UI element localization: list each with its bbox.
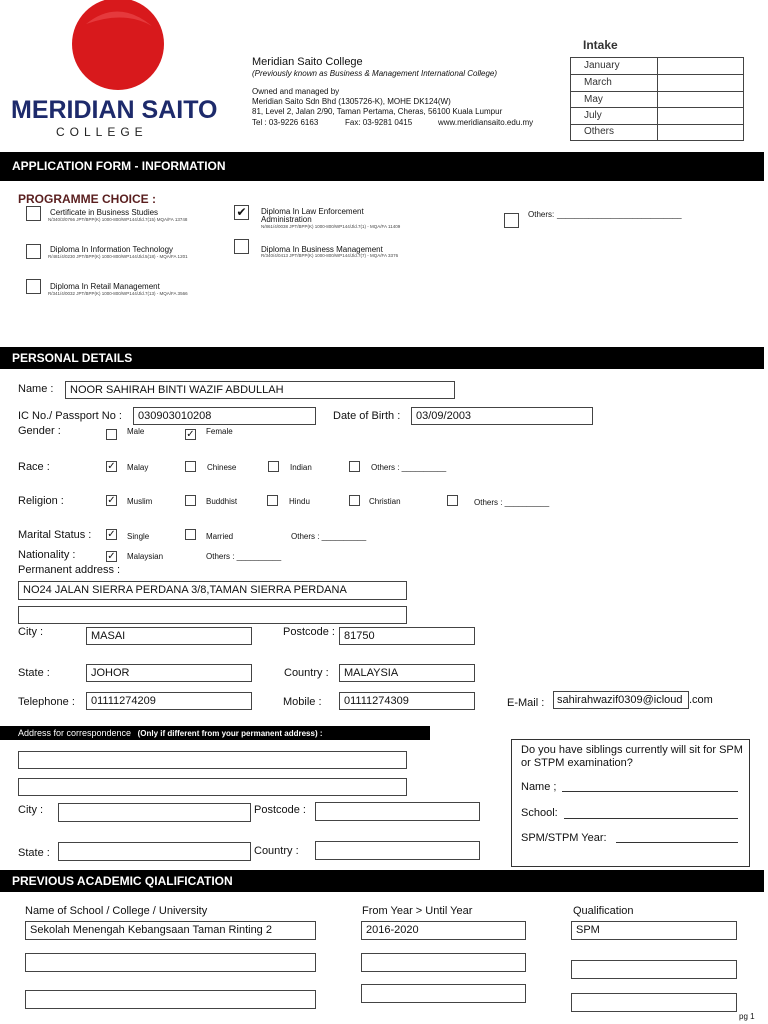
postcode-label: Postcode :: [283, 626, 335, 638]
corr-address-line-2[interactable]: [18, 778, 407, 796]
nationality-checkbox-checked[interactable]: ✓: [107, 551, 116, 562]
intake-month[interactable]: Others: [584, 126, 615, 137]
address-line-2[interactable]: [18, 606, 407, 624]
programme-checkbox-checked[interactable]: ✔: [234, 205, 249, 220]
programme-code: R/341/4/0032 JPT/BPP(K) 1000-800/WP144/Jld.7(13) - MQA/FA 3566: [48, 291, 188, 296]
academic-qual-field[interactable]: SPM: [571, 921, 737, 940]
logo-name: MERIDIAN SAITO: [11, 96, 218, 124]
programme-name: Diploma In Business Management: [261, 245, 383, 254]
corr-city-field[interactable]: [58, 803, 251, 822]
programme-code: R/340/4/0413 JPT/BPP(K) 1000-800/WP144/Jld.7(7) - MQA/FA 3376: [261, 253, 399, 258]
religion-option: Others : __________: [474, 498, 550, 507]
corr-city-label: City :: [18, 804, 44, 816]
correspondence-title: Address for correspondence: [18, 728, 132, 738]
siblings-box: [511, 739, 750, 867]
corr-state-label: State :: [18, 847, 50, 859]
marital-checkbox-checked[interactable]: ✓: [107, 529, 116, 540]
race-checkbox[interactable]: [349, 461, 360, 472]
religion-checkbox[interactable]: [267, 495, 278, 506]
permanent-address-label: Permanent address :: [18, 564, 121, 576]
name-label: Name :: [18, 383, 54, 395]
section-application: APPLICATION FORM - INFORMATION: [0, 152, 764, 181]
corr-address-line-1[interactable]: [18, 751, 407, 769]
mobile-field[interactable]: 01111274309: [339, 692, 475, 710]
programme-checkbox[interactable]: [234, 239, 249, 254]
mobile-label: Mobile :: [283, 696, 322, 708]
postcode-field[interactable]: 81750: [339, 627, 475, 645]
telephone-field[interactable]: 01111274209: [86, 692, 252, 710]
intake-month[interactable]: July: [584, 110, 602, 121]
academic-school-field[interactable]: [25, 953, 316, 972]
programme-name: Diploma In Retail Management: [50, 282, 160, 291]
programme-name: Administration: [261, 215, 312, 224]
religion-option: Hindu: [289, 497, 310, 506]
siblings-question: Do you have siblings currently will sit for SPM or STPM examination?: [521, 744, 743, 769]
race-option: Others : __________: [371, 463, 447, 472]
section-personal: PERSONAL DETAILS: [0, 347, 764, 369]
email-suffix: .com: [689, 694, 713, 706]
country-field[interactable]: MALAYSIA: [339, 664, 475, 682]
religion-option: Christian: [369, 497, 401, 506]
programme-name: Diploma In Law Enforcement: [261, 207, 364, 216]
siblings-school-label: School:: [521, 807, 558, 819]
college-previously: (Previously known as Business & Management International College): [252, 69, 498, 78]
race-checkbox[interactable]: [185, 461, 196, 472]
programme-checkbox[interactable]: [26, 279, 41, 294]
marital-option: Married: [206, 532, 234, 541]
programme-title: PROGRAMME CHOICE :: [18, 192, 156, 206]
intake-month[interactable]: January: [584, 60, 620, 71]
programme-others-line[interactable]: ____________________________: [557, 210, 682, 219]
programme-code: N/340/3/0766 JPT/BPP(K) 1000-800/WP144/Jld.7(15) MQA/FA 13748: [48, 217, 188, 222]
programme-others-label: Others:: [528, 210, 555, 219]
religion-label: Religion :: [18, 495, 64, 507]
intake-table: [570, 57, 744, 141]
siblings-name-label: Name ;: [521, 781, 557, 793]
gender-checkbox[interactable]: [106, 429, 117, 440]
corr-country-label: Country :: [254, 845, 299, 857]
academic-qual-field[interactable]: [571, 960, 737, 979]
corr-postcode-label: Postcode :: [254, 804, 306, 816]
corr-country-field[interactable]: [315, 841, 480, 860]
religion-option: Muslim: [127, 497, 153, 506]
dob-label: Date of Birth :: [333, 410, 401, 422]
siblings-name-line[interactable]: [562, 791, 738, 792]
section-correspondence: [0, 726, 430, 740]
race-option: Malay: [127, 463, 149, 472]
intake-title: Intake: [583, 38, 618, 52]
country-label: Country :: [284, 667, 329, 679]
dob-field[interactable]: 03/09/2003: [411, 407, 593, 425]
programme-name: Certificate in Business Studies: [50, 208, 159, 217]
college-address: 81, Level 2, Jalan 2/90, Taman Pertama, Cheras, 56100 Kuala Lumpur: [252, 107, 503, 116]
college-website[interactable]: www.meridiansaito.edu.my: [438, 118, 534, 127]
state-label: State :: [18, 667, 50, 679]
col-year-header: From Year > Until Year: [362, 905, 473, 917]
email-label: E-Mail :: [507, 697, 545, 709]
siblings-year-label: SPM/STPM Year:: [521, 832, 607, 844]
gender-label: Gender :: [18, 425, 61, 437]
religion-checkbox-checked[interactable]: ✓: [107, 495, 116, 506]
academic-year-field[interactable]: 2016-2020: [361, 921, 526, 940]
race-checkbox-checked[interactable]: ✓: [107, 461, 116, 472]
nationality-option[interactable]: Others : __________: [206, 552, 282, 561]
email-field[interactable]: sahirahwazif0309@icloud: [553, 691, 689, 709]
correspondence-note: (Only if different from your permanent address) :: [137, 729, 323, 738]
academic-school-field[interactable]: [25, 990, 316, 1009]
city-field[interactable]: MASAI: [86, 627, 252, 645]
programme-name: Diploma In Information Technology: [50, 245, 174, 254]
ic-field[interactable]: 030903010208: [133, 407, 316, 425]
programme-checkbox[interactable]: [504, 213, 519, 228]
state-field[interactable]: JOHOR: [86, 664, 252, 682]
city-label: City :: [18, 626, 44, 638]
gender-option: Male: [127, 427, 145, 436]
intake-month[interactable]: March: [584, 77, 612, 88]
race-option: Chinese: [207, 463, 237, 472]
race-label: Race :: [18, 461, 50, 473]
academic-year-field[interactable]: [361, 953, 526, 972]
page-number: pg 1: [739, 1012, 755, 1021]
college-fax: Fax: 03-9281 0415: [345, 118, 413, 127]
programme-checkbox[interactable]: [26, 206, 41, 221]
marital-label: Marital Status :: [18, 529, 92, 541]
marital-checkbox[interactable]: [185, 529, 196, 540]
marital-option: Single: [127, 532, 150, 541]
company: Meridian Saito Sdn Bhd (1305726-K), MOHE DK124(W): [252, 97, 451, 106]
programme-code: R/481/4/0230 JPT/BPP(K) 1000-800/WP144/Jld.5(18) - MQA/FA 1201: [48, 254, 188, 259]
name-field[interactable]: NOOR SAHIRAH BINTI WAZIF ABDULLAH: [65, 381, 455, 399]
siblings-school-line[interactable]: [564, 818, 738, 819]
address-line-1[interactable]: NO24 JALAN SIERRA PERDANA 3/8,TAMAN SIERRA PERDANA: [18, 581, 407, 600]
academic-school-field[interactable]: Sekolah Menengah Kebangsaan Taman Rinting 2: [25, 921, 316, 940]
col-qual-header: Qualification: [573, 905, 634, 917]
religion-option: Buddhist: [206, 497, 238, 506]
programme-code: N/861/4/0038 JPT/BPP(K) 1000-800/WP144/Jld.7(1) - MQA/FA 11409: [261, 224, 401, 229]
gender-option: Female: [206, 427, 233, 436]
section-academic: PREVIOUS ACADEMIC QIALIFICATION: [0, 870, 764, 892]
telephone-label: Telephone :: [18, 696, 75, 708]
religion-checkbox[interactable]: [349, 495, 360, 506]
religion-checkbox[interactable]: [447, 495, 458, 506]
race-option: Indian: [290, 463, 312, 472]
siblings-year-line[interactable]: [616, 842, 738, 843]
ic-label: IC No./ Passport No :: [18, 410, 122, 422]
nationality-option: Malaysian: [127, 552, 164, 561]
gender-checkbox-checked[interactable]: ✓: [186, 429, 195, 440]
marital-option[interactable]: Others : __________: [291, 532, 367, 541]
academic-year-field[interactable]: [361, 984, 526, 1003]
nationality-label: Nationality :: [18, 549, 76, 561]
intake-month[interactable]: May: [584, 94, 603, 105]
corr-state-field[interactable]: [58, 842, 251, 861]
owned-by: Owned and managed by: [252, 87, 340, 96]
col-school-header: Name of School / College / University: [25, 905, 208, 917]
programme-checkbox[interactable]: [26, 244, 41, 259]
race-checkbox[interactable]: [268, 461, 279, 472]
religion-checkbox[interactable]: [185, 495, 196, 506]
academic-qual-field[interactable]: [571, 993, 737, 1012]
logo-sub: COLLEGE: [56, 125, 148, 139]
college-tel: Tel : 03-9226 6163: [252, 118, 319, 127]
college-name: Meridian Saito College: [252, 56, 363, 68]
corr-postcode-field[interactable]: [315, 802, 480, 821]
